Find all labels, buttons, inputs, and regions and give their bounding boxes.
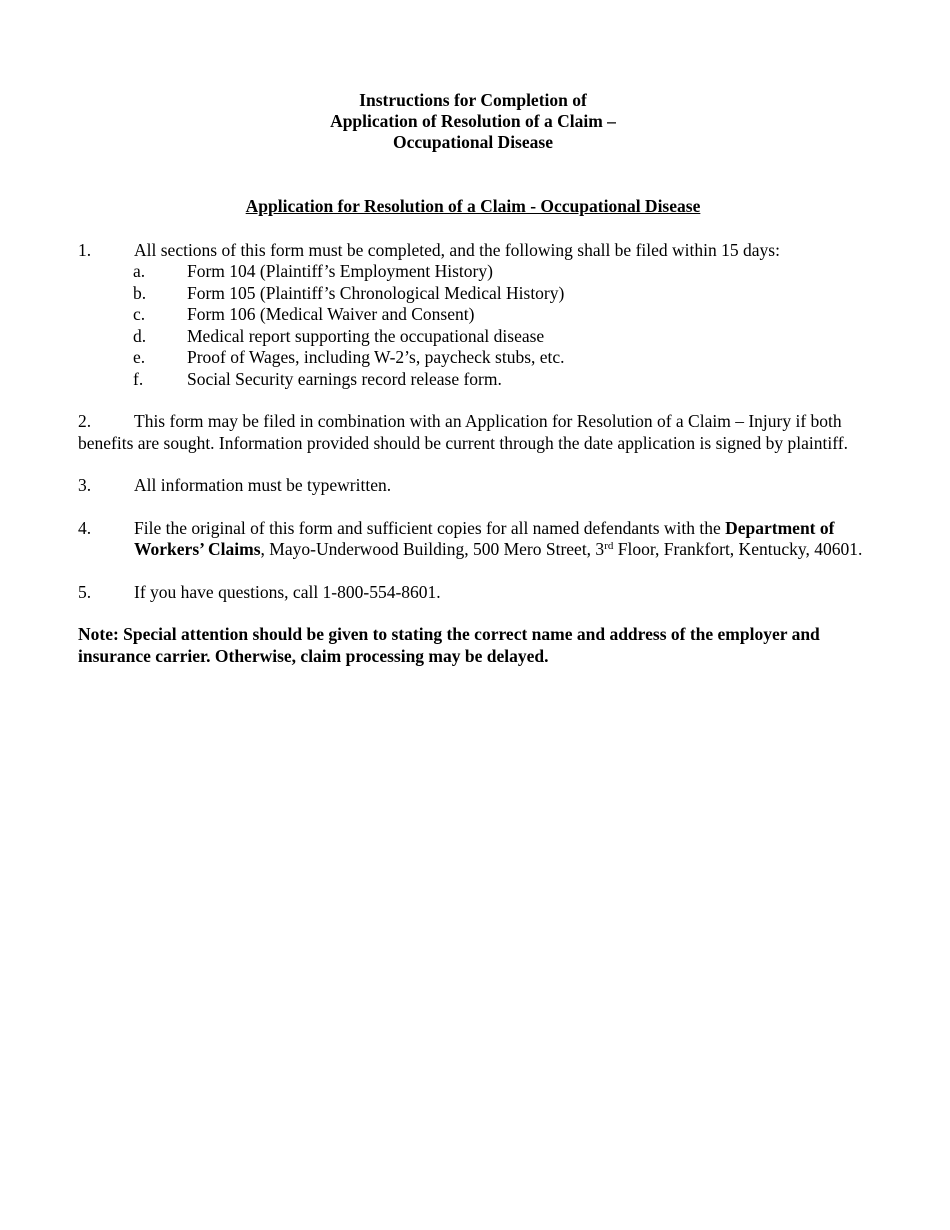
sub-item-letter: b.	[133, 282, 147, 303]
document-page	[78, 90, 868, 667]
item-number: 1.	[78, 239, 92, 260]
sub-item-text: Form 105 (Plaintiff’s Chronological Medical History)	[187, 282, 565, 303]
item-text-end: Floor, Frankfort, Kentucky, 40601.	[613, 539, 863, 559]
sub-item-letter: f.	[133, 368, 144, 389]
item-text: All information must be typewritten.	[134, 475, 392, 495]
note-paragraph: Note: Special attention should be given to stating the correct name and address of the employer and insurance carrier. Otherwise, claim processing may be delayed.	[78, 624, 820, 666]
sub-item-letter: d.	[133, 325, 147, 346]
ordinal-superscript: rd	[604, 540, 614, 552]
sub-list-item	[78, 326, 868, 348]
sub-item-text: Form 106 (Medical Waiver and Consent)	[187, 304, 475, 324]
sub-list-item	[78, 304, 868, 326]
title-line-1: Instructions for Completion of	[359, 90, 587, 110]
sub-item-text: Social Security earnings record release form.	[187, 368, 502, 389]
item-number: 5.	[78, 581, 92, 602]
item-text: If you have questions, call 1-800-554-8601.	[134, 581, 441, 602]
item-number: 4.	[78, 517, 92, 538]
sub-item-text: Proof of Wages, including W-2’s, paycheck stubs, etc.	[187, 347, 565, 367]
sub-list-item	[78, 347, 868, 369]
item-text-address: , Mayo-Underwood Building, 500 Mero Street, 3	[260, 539, 605, 559]
item-text: This form may be filed in combination with an Application for Resolution of a Claim – Injury if both benefits are sought. Information provided should be current through the date application is signed by plaintiff.	[78, 411, 848, 453]
sub-item-letter: e.	[133, 347, 146, 367]
instruction-item-3	[78, 475, 868, 497]
department-name: Department of Workers’ Claims	[134, 517, 835, 559]
instruction-item-2	[78, 411, 868, 454]
instruction-item-4	[78, 518, 868, 561]
sub-list-item	[78, 283, 868, 305]
item-number: 3.	[78, 475, 92, 495]
sub-item-letter: a.	[133, 261, 146, 281]
item-text: All sections of this form must be completed, and the following shall be filed within 15 days:	[134, 239, 780, 260]
sub-list-item	[78, 261, 868, 283]
item-number: 2.	[78, 411, 92, 431]
document-title	[78, 90, 868, 153]
sub-list-item	[78, 369, 868, 391]
sub-item-text: Medical report supporting the occupational disease	[187, 325, 545, 346]
document-subtitle: Application for Resolution of a Claim - Occupational Disease	[245, 196, 701, 216]
instruction-item-5	[78, 582, 868, 604]
sub-list	[78, 261, 868, 390]
item-text-start: File the original of this form and sufficient copies for all named defendants with the	[134, 517, 726, 538]
title-line-3: Occupational Disease	[393, 132, 553, 152]
title-line-2: Application of Resolution of a Claim –	[330, 111, 616, 131]
sub-item-letter: c.	[133, 304, 146, 324]
instruction-item-1	[78, 240, 868, 391]
sub-item-text: Form 104 (Plaintiff’s Employment History)	[187, 261, 493, 281]
